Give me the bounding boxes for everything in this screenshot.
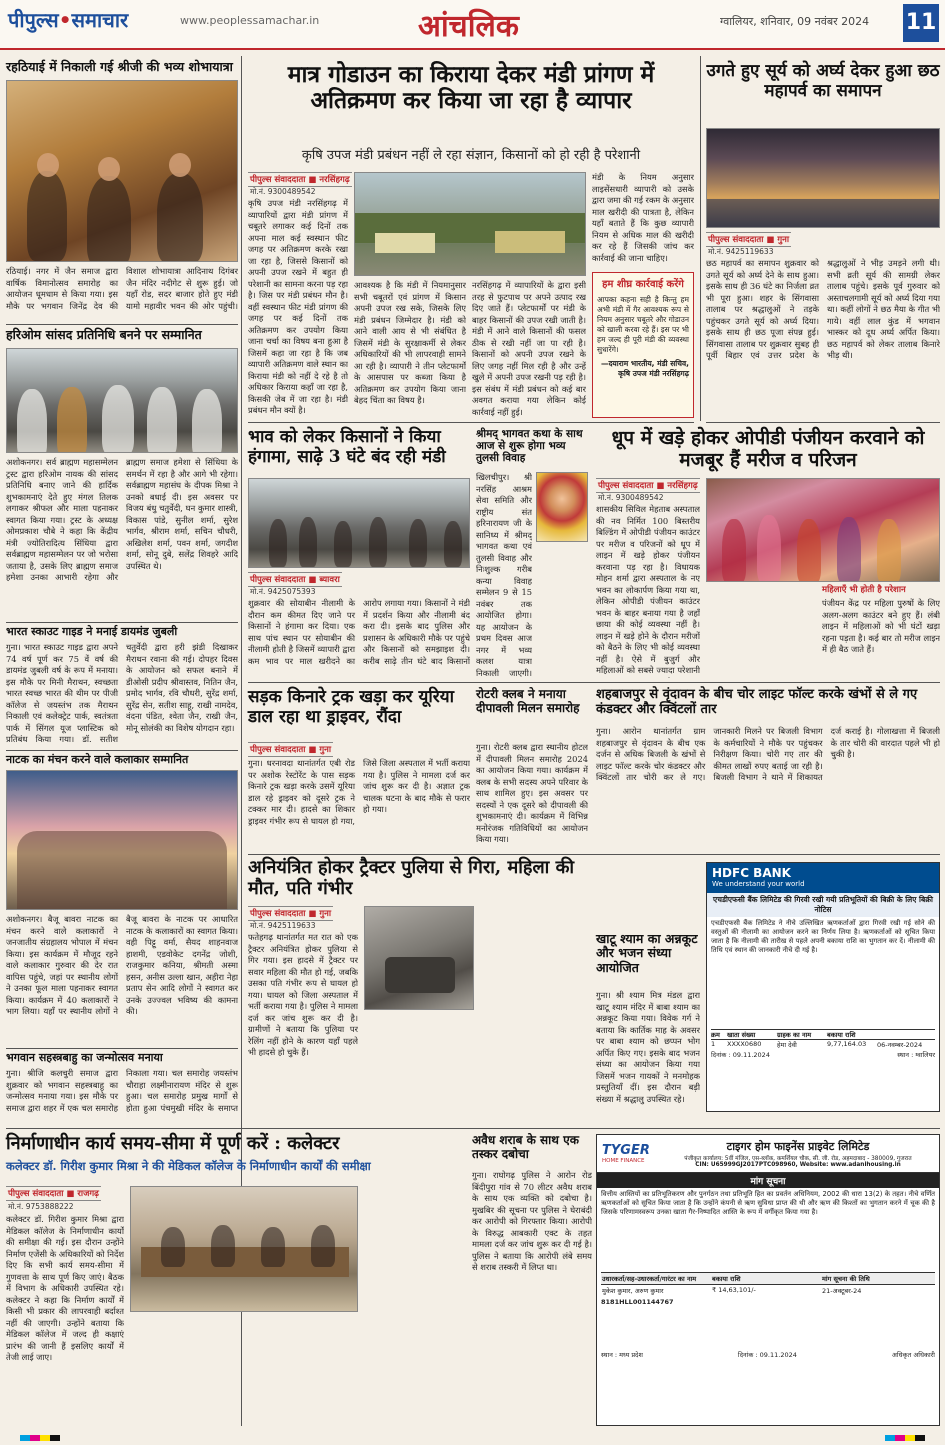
cell-borrower: मुकेश कुमार, अरुण कुमार — [602, 1287, 664, 1295]
byline: पीपुल्स संवाददाता ■ गुना — [248, 906, 333, 921]
article-body-cont — [706, 586, 818, 678]
reporter-phone: मो.नं. 9300489542 — [250, 187, 316, 196]
ad-heading: एचडीएफसी बैंक लिमिटेड की गिरवी रखी गयी प्रतिभूतियों की बिक्री के लिए बिक्री नोटिस — [707, 893, 939, 917]
ad-footer — [597, 1349, 939, 1362]
headline[interactable]: रोटरी क्लब ने मनाया दीपावली मिलन समारोह — [476, 687, 580, 715]
reporter-phone: मो.नं. 9753888222 — [8, 1202, 74, 1211]
article-body: अशोकनगर। बैजू बावरा नाटक का मंचन करने वाले कलाकारों ने जनजातीय संग्रहालय भोपाल में मंचन किया। इस कार्यक्रम में मौजूद रहने वाले कलाकार गुरुवार की देर रात वापिस पहुंचे, जहां पर स्थानीय लोगों ने उनका फूल माला पहनाकर स्वागत किया। कार्यक्रम में 40 कलाकारों ने भाग लिया। यहाँ पर स्थानीय लोगों ने बैजू बावरा के नाटक पर आधारित नाटक के कलाकारों का स्वागत किया। वही पिट्टू वर्मा, सैयद शाहनवाज हाशमी, एडवोकेट दगनेंद्र जोशी, राजकुमार कनिया, श्रीमती अस्मा हसन, अनीस उल्ला खान, अहीरा नेहा प्रताप सेन आदि लोगों ने स्वागत कर उनके उज्ज्वल भविष्य की कामना की। — [6, 914, 238, 1016]
col-borrower: उधारकर्ता/सह-उधारकर्ता/गारंटर का नाम — [602, 1275, 697, 1283]
headline[interactable]: सड़क किनारे ट्रक खड़ा कर यूरिया डाल रहा था ड्राइवर, रौंदा — [248, 687, 455, 727]
logo-dot: • — [58, 8, 72, 32]
dateline: ग्वालियर, शनिवार, 09 नवंबर 2024 — [720, 15, 870, 28]
lead-body-col1: कृषि उपज मंडी नरसिंहगढ़ में व्यापारियों द्वारा मंडी प्रांगण में चबूतरे लगाकर कई दिनों तक अपना माल कई स्वस्थान फीट जगह पर अतिक्रमण करके रखा जा रहा है, जिससे किसानों को अपनी उपज रखने में बहुत ही परेशानी का सामना करना पड़ रहा है। जिस पर मंडी प्रबंधन मौन है। वहीं स्वस्थान फीट मंडी प्रांगण की जगह पर कई दिनों तक अतिक्रमण कर उपयोग किया जाना चर्चा का विषय बना हुआ है जिसमें कहा जा रहा है कि जब व्यापारी अतिक्रमण वाले स्थान का किराया मंडी को नहीं दे रहे है तो अधिकार किराया कहाँ जा रहा है, किसकी जेब में जा रहा है। मंडी प्रबंधन मौन क्यों है। — [248, 198, 348, 415]
masthead — [0, 0, 945, 50]
ad-table-header — [601, 1272, 935, 1285]
cell-notice-date: 21-अक्टूबर-24 — [822, 1287, 862, 1295]
website-link[interactable]: www.peoplessamachar.in — [180, 14, 320, 27]
article-body-cont — [130, 1316, 358, 1426]
col-account: खाता संख्या — [727, 1031, 756, 1039]
article-body-cont — [364, 1014, 474, 1120]
reporter-phone: मो.नं. 9300489542 — [598, 493, 664, 502]
headline[interactable]: धूप में खड़े होकर ओपीडी पंजीयन करवाने को मजबूर हैं मरीज व परिजन — [611, 427, 925, 471]
subheadline: कलेक्टर डॉ. गिरीश कुमार मिश्रा ने की मेडिकल कॉलेज के निर्माणाधीन कार्यों की समीक्षा — [6, 1159, 371, 1173]
photo-opd-queue — [706, 478, 940, 582]
headline[interactable]: शहबाजपुर से वृंदावन के बीच चोर लाइट फॉल्ट करके खंभों से ले गए कंडक्टर और क्विंटलों तार — [596, 687, 918, 717]
cell-name: हेमा देवी — [777, 1041, 797, 1049]
hdfc-logo: HDFC BANK — [712, 866, 791, 880]
ad-body: एचडीएफसी बैंक लिमिटेड ने नीचे उल्लिखित ऋणकर्ताओं द्वारा गिरवी रखी गई सोने की वस्तुओं की नीलामी का आयोजन करने का निर्णय लिया है। ऋणकर्ताओं को सूचित किया जाता है कि नीलामी की तारीख से पहले अपनी बकाया राशि का भुगतान कर दें। नीलामी की तिथि एवं स्थान की जानकारी नीचे दी गई है। — [711, 919, 935, 954]
divider — [248, 682, 940, 683]
article-body: गुना। राघोगढ़ पुलिस ने आरोन रोड बिंदीपुरा गांव से 70 लीटर अवैध शराब के साथ एक व्यक्ति को दबोचा है। मुखबिर की सूचना पर पुलिस ने घेराबंदी कर आरोपी को गिरफ्तार किया। आरोपी के विरुद्ध आबकारी एक्ट के तहत मामला दर्ज कर जांच शुरू कर दी गई है। पुलिस ने बताया कि आरोपी लंबे समय से शराब तस्करी में लिप्त था। — [472, 1170, 592, 1272]
photo-tractor-accident — [364, 906, 474, 1010]
byline: पीपुल्स संवाददाता ■ राजगढ़ — [6, 1186, 101, 1201]
tyger-demand-notice-ad[interactable] — [596, 1134, 940, 1426]
divider — [248, 422, 694, 423]
headline[interactable]: अनियंत्रित होकर ट्रैक्टर पुलिया से गिरा, महिला की मौत, पति गंभीर — [248, 857, 575, 899]
article-body: गुना। आरोन थानांतर्गत ग्राम शहबाजपुर से वृंदावन के बीच एक दर्जन से अधिक बिजली के खंभों से लाइट फॉल्ट करके चोर कंडक्टर और क्विंटलों तार चोरी कर ले गए। जानकारी मिलने पर बिजली विभाग के कर्मचारियों ने मौके पर पहुंचकर निरीक्षण किया। चोरी गए तार की कीमत लाखों रुपए बताई जा रही है। बिजली विभाग ने थाने में शिकायत दर्ज कराई है। गोलाखत्ता में बिजली के तार चोरी की वारदात पहले भी हो चुकी है। — [596, 726, 940, 782]
tyger-logo: TYGER — [602, 1143, 650, 1158]
tyger-address: पंजीकृत कार्यालय: 5वीं मंजिल, एस-ब्लॉक, कमर्शियल चौक, सी. जी. रोड, अहमदाबाद - 380009, गुजरात — [684, 1156, 912, 1162]
lead-body-col2: आवश्यक है कि मंडी में नियमानुसार सभी चबूतरों एवं प्रांगण में किसान अपनी उपज रख सके, जिसके लिए मंडी प्रबंधन जिम्मेदार है। मंडी को आने वाली आय से भी संबंधित है जिसमें मंडी के सुरक्षाकर्मी से लेकर अधिकारियों की भी लापरवाही सामने आ रही है। व्यापारी ने तीन प्लेटफार्मों के आसपास पर कब्जा किया है अतिक्रमण कर उपयोग किया जाना बेहद चिंता का विषय है। — [354, 280, 466, 405]
col-amount: बकाया राशि — [712, 1275, 741, 1283]
headline[interactable]: भगवान सहस्त्रबाहु का जन्मोत्सव मनाया — [6, 1051, 163, 1064]
photo-farmers-protest — [248, 478, 470, 568]
quote-title: हम शीघ्र कार्रवाई करेंगे — [602, 279, 684, 290]
cell-account: XXXX0680 — [727, 1040, 762, 1048]
col-no: क्रम — [711, 1031, 720, 1039]
divider — [706, 422, 940, 423]
ad-table-header — [711, 1029, 935, 1040]
tyger-logo-sub: HOME FINANCE — [602, 1158, 645, 1164]
article-body: फतेहगढ़ थानांतर्गत मत रात को एक ट्रैक्टर अनियंत्रित होकर पुलिया से गिर गया। इस हादसे में ट्रैक्टर पर सवार महिला की मौत हो गई, जबकि उसका पति गंभीर रूप से घायल हो गया। घायल को जिला अस्पताल में भर्ती कराया गया है। पुलिस ने मामला दर्ज कर जांच शुरू कर दी है। ग्रामीणों ने बताया कि पुलिया पर रेलिंग नहीं होने के कारण यहाँ पहले भी हादसे हो चुके हैं। — [248, 932, 358, 1057]
ad-table-row — [711, 1040, 935, 1049]
logo-tail: समाचार — [71, 8, 129, 32]
headline[interactable]: भारत स्काउट गाइड ने मनाई डायमंड जुबली — [6, 625, 178, 638]
article-body: गुना। रोटरी क्लब द्वारा स्थानीय होटल में दीपावली मिलन समारोह 2024 का आयोजन किया गया। कार्यक्रम में क्लब के सभी सदस्य अपने परिवार के साथ शामिल हुए। इस अवसर पर सदस्यों ने एक दूसरे को दीपावली की शुभकामनाएं दी। कार्यक्रम में विभिन्न मनोरंजक गतिविधियों का आयोजन किया गया। — [476, 742, 588, 844]
article-body-cont — [480, 906, 592, 1120]
column-rule — [700, 56, 701, 421]
ad-table-row — [601, 1285, 935, 1296]
divider — [6, 1128, 940, 1129]
byline: पीपुल्स संवाददाता ■ नरसिंहगढ़ — [596, 478, 700, 493]
official-quote-box — [592, 272, 694, 418]
lead-body-col3: नरसिंहगढ़ में व्यापारियों के द्वारा इसी तरह से फुटपाथ पर अपने उत्पाद रख दिए जाते हैं। प्लेटफार्मों पर मंडी के बाहर किसानों की उपज रखी जाती है। मंडी में आने वाले किसानों की फसल ठीक से रखी नहीं जा पा रही है। किसानों को अपनी उपज रखने के लिए जगह नहीं मिल रही है और उन्हें खुले में अपनी उपज रखनी पड़ रही है। इस संबंध में मंडी प्रबंधन को कई बार अवगत कराया गया लेकिन कोई कार्रवाई नहीं हुई। — [472, 280, 586, 417]
photo-artists — [6, 770, 238, 910]
lead-headline[interactable]: मात्र गोडाउन का किराया देकर मंडी प्रांगण में अतिक्रमण कर किया जा रहा है व्यापार — [287, 61, 655, 115]
divider — [6, 324, 238, 325]
headline[interactable]: नाटक का मंचन करने वाले कलाकार सम्मानित — [6, 753, 189, 766]
article-body-cont — [536, 546, 588, 678]
reporter-phone: मो.नं. 9425119633 — [250, 921, 316, 930]
hdfc-sale-notice-ad[interactable] — [706, 862, 940, 1112]
article-body-cont — [364, 1186, 466, 1426]
lead-body-col4: मंडी के नियम अनुसार लाइसेंसधारी व्यापारी को उसके द्वारा जमा की गई रकम के अनुसार माल खरीदी की पात्रता है, लेकिन यहाँ बताते हैं कि कुछ व्यापारी नियम से अधिक माल की खरीदी कर रहे हैं जिसकी जांच कर कार्रवाई की जाना चाहिए। — [592, 172, 694, 263]
photo-collector-meeting — [130, 1186, 358, 1312]
ad-date: दिनांक : 09.11.2024 — [711, 1051, 770, 1059]
col-amount: बकाया राशि — [827, 1031, 856, 1039]
article-body: रठियाई। नगर में जैन समाज द्वारा वार्षिक विमानोत्सव समारोह का आयोजन धूमधाम से किया गया। इस मौके पर भगवान जिनेंद्र देव की विशाल शोभायात्रा आदिनाथ दिगंबर जैन मंदिर नदीगेट से शुरू हुई। जो यहाँ रोड, सदर बाजार होते हुए मंडी यामो महावीर भवन की ओर पहुंची। — [6, 266, 238, 311]
page-footer — [0, 1432, 945, 1445]
byline: पीपुल्स संवाददाता ■ नरसिंहगढ़ — [248, 172, 352, 187]
lead-subheadline: कृषि उपज मंडी प्रबंधन नहीं ले रहा संज्ञान, किसानों को हो रही है परेशानी — [301, 148, 641, 163]
cell-no: 1 — [711, 1040, 716, 1048]
byline: पीपुल्स संवाददाता ■ ब्यावरा — [248, 572, 342, 587]
notice-title: मांग सूचना — [597, 1173, 939, 1188]
cell-amount: 9,77,164.03 — [827, 1040, 867, 1048]
divider — [248, 854, 940, 855]
ad-place: स्थान : ग्वालियर — [897, 1051, 935, 1059]
photo-saint — [536, 472, 588, 542]
article-body: गुना। धरनावदा थानांतर्गत एबी रोड पर अशोक रेस्टोरेंट के पास सड़क किनारे ट्रक खड़ा करके उसमें यूरिया डाल रहे ड्राइवर को दूसरे ट्रक ने टक्कर मार दी। हादसे का शिकार ड्राइवर गंभीर रूप से घायल हो गया, जिसे जिला अस्पताल में भर्ती कराया गया है। पुलिस ने मामला दर्ज कर जांच शुरू कर दी है। अज्ञात ट्रक चालक घटना के बाद मौके से फरार हो गया। — [248, 758, 470, 826]
article-body: पंजीयन केंद्र पर महिला पुरुषों के लिए अलग-अलग काउंटर बने हुए हैं। लंबी लाइन में महिलाओं को भी घंटों खड़ा रहना पड़ता है। कई बार तो मरीज लाइन में ही बैठ जाते हैं। — [822, 598, 940, 654]
section-title: आंचलिक — [418, 9, 519, 44]
photo-procession — [6, 80, 238, 262]
article-body: कलेक्टर डॉ. गिरीश कुमार मिश्रा द्वारा मेडिकल कॉलेज के निर्माणाधीन कार्यों की समीक्षा की गई। इस दौरान उन्होंने निर्माण एजेंसी के अधिकारियों को निर्देश दिए कि सभी कार्य समय-सीमा में गुणवत्ता के साथ पूर्ण किए जाएं। बैठक में विभाग के अधिकारी उपस्थित रहे। कलेक्टर ने कहा कि निर्माण कार्यों में किसी भी प्रकार की लापरवाही बर्दाश्त नहीं की जाएगी। उन्होंने बताया कि मेडिकल कॉलेज में जल्द ही कक्षाएं प्रारंभ की जानी हैं इसलिए कार्यों में तेजी लाई जाए। — [6, 1214, 124, 1362]
tyger-name: टाइगर होम फाइनेंस प्राइवेट लिमिटेड — [726, 1140, 870, 1153]
ad-body: वित्तीय आस्तियों का प्रतिभूतिकरण और पुनर्गठन तथा प्रतिभूति हित का प्रवर्तन अधिनियम, 2002 की धारा 13(2) के तहत। नीचे वर्णित ऋणकर्ताओं को सूचित किया जाता है कि उन्होंने कंपनी से ऋण सुविधा प्राप्त की थी और ऋण की किश्तों का भुगतान करने में चूक की है जिसके परिणामस्वरूप उनका खाता गैर-निष्पादित आस्ति के रूप में वर्गीकृत किया गया है। — [601, 1190, 935, 1216]
article-body: शुक्रवार की सोयाबीन नीलामी के दौरान कम कीमत दिए जाने पर किसानों ने हंगामा कर दिया। एक साथ पांच स्थान पर सोयाबीन की नीलामी होती है जिसमें व्यापारी द्वारा कम भाव पर माल खरीदने का आरोप लगाया गया। किसानों ने मंडी में प्रदर्शन किया और नीलामी बंद करा दी। इसके बाद पुलिस और प्रशासन के अधिकारी मौके पर पहुंचे और किसानों को समझाइश दी। करीब साढ़े तीन घंटे बाद किसानों — [248, 598, 470, 666]
reporter-phone: मो.नं. 9425075393 — [250, 587, 316, 596]
cell-amount: ₹ 14,63,101/- — [712, 1286, 756, 1294]
quote-sign: —दयाराम भारतीय, मंडी सचिव, कृषि उपज मंडी नरसिंहगढ़ — [600, 359, 689, 378]
headline[interactable]: निर्माणाधीन कार्य समय-सीमा में पूर्ण करें : कलेक्टर — [6, 1133, 340, 1154]
tyger-cin: CIN: U65999GJ2017PTC098960, Website: www.adanihousing.in — [695, 1162, 901, 1168]
headline[interactable]: अवैध शराब के साथ एक तस्कर दबोचा — [472, 1133, 579, 1161]
byline: पीपुल्स संवाददाता ■ गुना — [248, 742, 333, 757]
ad-body-cont — [597, 1309, 939, 1349]
ad-footer — [707, 1049, 939, 1062]
headline[interactable]: उगते हुए सूर्य को अर्घ्य देकर हुआ छठ महापर्व का समापन — [706, 61, 940, 101]
article-body: अशोकनगर। सर्व ब्राह्मण महासम्मेलन ट्रस्ट द्वारा हरिओम नायक की सांसद प्रतिनिधि बनाए जाने की हार्दिक शुभकामनाएं देते हुए मंगल तिलक लगाकर श्रीफल और माला पहनाकर स्वागत किया गया। ट्रस्ट के अध्यक्ष ओमप्रकाश चौबे ने कहा कि केंद्रीय मंत्री ज्योतिरादित्य सिंधिया द्वारा सर्वब्राह्मण महासम्मेलन पर जो भरोसा जताया है, उसके लिए ब्राह्मण समाज हमेशा उनका आभारी रहेगा और ब्राह्मण समाज हमेशा से सिंधिया के समर्थन में रहा है और आगे भी रहेगा। सर्वब्राह्मण महासंघ के दीपक मिश्रा ने उनको बधाई दी। इस अवसर पर विजय बंधु चतुर्वेदी, घन कुमार शास्त्री, विकास पांडे, सुनील शर्मा, सुरेश भार्गव, श्रीराम शर्मा, सचिन चौधरी, अखिलेश शर्मा, पवन शर्मा, जगदीश शर्मा, सोनू दुबे, सलेंद्र शिवहरे आदि उपस्थित थे। — [6, 457, 238, 582]
article-body: खिलचीपुर। श्री नरसिंह आश्रम सेवा समिति और राष्ट्रीय संत हरिनारायण जी के सानिध्य में श्रीमद् भागवत कथा एवं तुलसी विवाह और निःशुल्क गरीब कन्या विवाह सम्मेलन 9 से 15 नवंबर तक आयोजित होगा। यह आयोजन के प्रथम दिवस आज नगर में भव्य कलश यात्रा निकाली जाएगी। — [476, 472, 532, 678]
loan-account: 8181HLL001144767 — [601, 1298, 674, 1306]
ad-place: स्थान : मध्य प्रदेश — [601, 1351, 643, 1359]
article-body: गुना। भारत स्काउट गाइड द्वारा अपने 74 वर्ष पूर्ण कर 75 वें वर्ष की डायमंड जुबली वर्ष के रूप में मनाया। इस मौके पर मिनी मैराथन, स्वच्छता भारत स्वच्छ भारत की थीम पर पीजी कॉलेज से जयस्तंभ तक मैराथन निकाली एवं कलेक्ट्रेट पार्क, स्वतंत्रता पार्क में सिंगल यूज प्लास्टिक को प्रतिबंध किया गया। डॉ. सतीश चतुर्वेदी द्वारा हरी झंडी दिखाकर मैराथन रवाना की गई। दोपहर दिवस के आयोजन को सफल बनाने में डीओसी प्रदीप श्रीवास्तव, नितिन जैन, प्रमोद भार्गव, रवि चौधरी, सुरेंद्र शर्मा, सुरेंद्र सेन, सतीश साहू, राखी नामदेव, वंदना पंडित, श्वेता जैन, राखी जैन, मोनू सोलंकी का विशेष योगदान रहा। — [6, 642, 238, 744]
headline[interactable]: भाव को लेकर किसानों ने किया हंगामा, साढ़े 3 घंटे बंद रही मंडी — [248, 427, 446, 467]
hdfc-tagline: We understand your world — [712, 880, 805, 888]
headline[interactable]: खाटू श्याम का अन्नकूट और भजन संध्या आयोजित — [596, 931, 698, 975]
article-body: शासकीय सिविल मेहताब अस्पताल की नव निर्मित 100 बिस्तरीय बिल्डिंग में ओपीडी पंजीयन काउंटर पर मरीज व परिजनों को धूप में लाइन में खड़े होकर पंजीयन करवाना पड़ रहा है। विधायक मोहन शर्मा द्वारा अस्पताल के नए भवन का लोकार्पण किया गया था, लेकिन ओपीडी पंजीयन काउंटर भवन के बाहर बनाया गया है जहाँ छाया की कोई व्यवस्था नहीं है। लाइन में खड़े होने के दौरान मरीजों को बैठने के लिए भी कोई व्यवस्था नहीं है। ऐसे में बुजुर्ग और महिलाओं को सबसे ज्यादा परेशानी — [596, 504, 700, 675]
page-number: 11 — [903, 4, 939, 42]
cell-date: 06-नवम्बर-2024 — [877, 1041, 923, 1049]
divider — [6, 622, 238, 623]
reporter-phone: मो.नं. 9425119633 — [708, 247, 774, 256]
photo-mandi-yard — [354, 172, 586, 276]
headline[interactable]: रहठियाई में निकाली गई श्रीजी की भव्य शोभायात्रा — [6, 59, 233, 74]
byline: पीपुल्स संवाददाता ■ गुना — [706, 232, 791, 247]
headline[interactable]: हरिओम सांसद प्रतिनिधि बनने पर सम्मानित — [6, 327, 202, 342]
divider — [6, 750, 238, 751]
col-name: ग्राहक का नाम — [777, 1031, 812, 1039]
subhead: महिलाएँ भी होती है परेशान — [822, 585, 906, 595]
ad-sign: अधिकृत अधिकारी — [891, 1351, 935, 1359]
headline[interactable]: श्रीमद् भागवत कथा के साथ आज से शुरू होगा भव्य तुलसी विवाह — [476, 428, 583, 465]
col-notice-date: मांग सूचना की तिथि — [822, 1275, 870, 1283]
article-body: गुना। श्रीजि कलचुरी समाज द्वारा शुक्रवार को भगवान सहस्त्रबाहु का जन्मोत्सव मनाया गया। इस मौके पर समाज द्वारा शहर में एक चल समारोह निकाला गया। चल समारोह जयस्तंभ चौराहा लक्ष्मीनारायण मंदिर से शुरू हुआ। चल समारोह प्रमुख मार्गों से होता हुआ पंचमुखी मंदिर के समाप्त — [6, 1068, 238, 1113]
logo-text: पीपुल्स — [8, 8, 59, 32]
quote-body: आपका कहना सही है किन्तु हम अभी मंडी में गैर आवश्यक रूप से नियम अनुसार चबूतरे और गोडाउन को खाली करवा रहे हैं। इस पर भी हम जल्द ही पूरी मंडी की व्यवस्था सुधारेंगे। — [597, 295, 689, 354]
article-body: गुना। श्री श्याम मित्र मंडल द्वारा खाटू श्याम मंदिर में बाबा श्याम का अन्नकूट किया गया। विवेक गर्ग ने बताया कि कार्तिक माह के अवसर पर बाबा श्याम को छप्पन भोग अर्पित किए गए। इसके बाद भजन संध्या का आयोजन किया गया जिसमें भजन गायकों ने मनमोहक प्रस्तुतियाँ दीं। इस दौरान बड़ी संख्या में श्रद्धालु उपस्थित रहे। — [596, 990, 700, 1104]
article-body: छठ महापर्व का समापन शुक्रवार को उगते सूर्य को अर्घ्य देने के साथ हुआ। इसके साथ ही 36 घंटे का निर्जला व्रत भी पूरा हुआ। शहर के सिंगवासा तालाब पर श्रद्धालुओं ने तड़के पहुंचकर उगते सूर्य को अर्घ्य दिया। इसके साथ ही छठ पूजा संपन्न हुई। सिंगवासा तालाब पर शुक्रवार सुबह ही पूर्वी बिहार एवं उत्तर प्रदेश के श्रद्धालुओं ने भीड़ उमड़ने लगी थी। सभी व्रती सूर्य की सामग्री लेकर तालाब पहुंचे। इसके पूर्व गुरुवार को अस्ताचलगामी सूर्य को अर्घ्य दिया गया था। कहीं लोगों ने छठ मैया के गीत भी गाये। वहीं लाल कुंड में भगवान भास्कर को दूध अर्घ्य अर्पित किया। छठ महापर्व को लेकर तालाब किनारे भीड़ थी। — [706, 258, 940, 360]
photo-felicitation — [6, 348, 238, 453]
photo-chhath — [706, 128, 940, 228]
divider — [6, 1048, 238, 1049]
newspaper-logo[interactable] — [8, 6, 128, 33]
ad-date: दिनांक : 09.11.2024 — [737, 1351, 797, 1359]
